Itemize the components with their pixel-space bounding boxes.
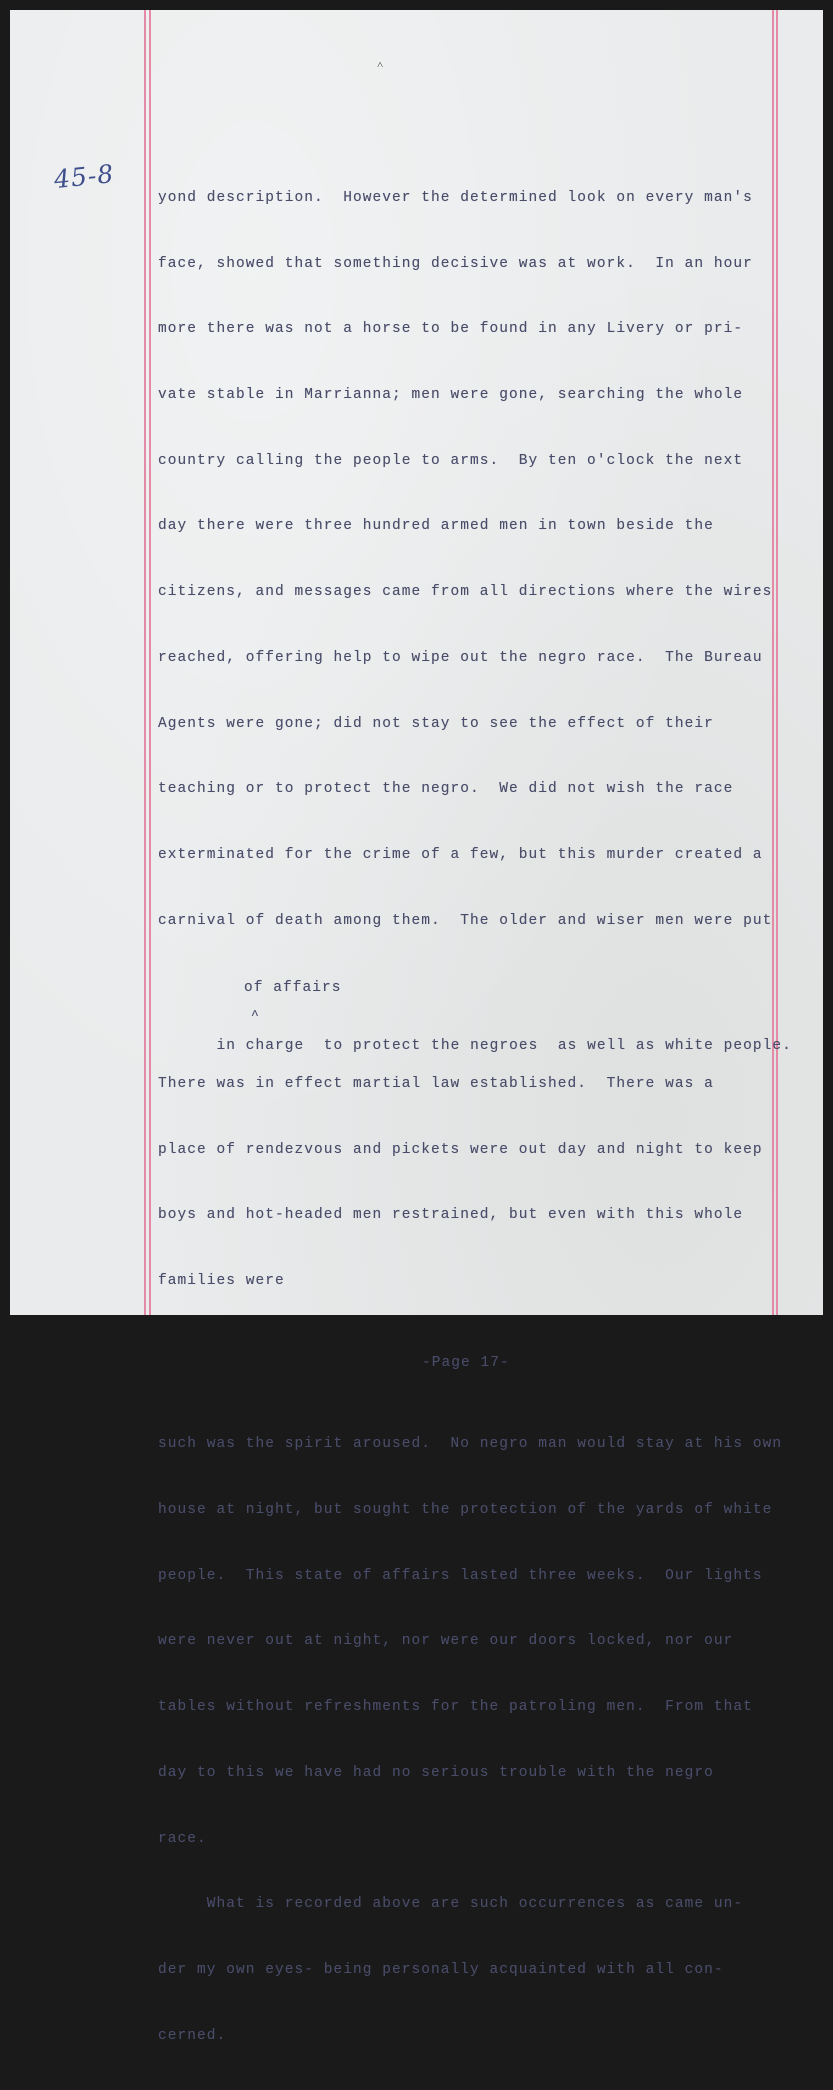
text-line: carnival of death among them. The older and wiser men were put (158, 912, 773, 929)
text-line: were never out at night, nor were our doors locked, nor our (158, 1633, 734, 1650)
text-line: race. (158, 1830, 207, 1847)
text-line: cerned. (158, 2027, 227, 2044)
text-line: people. This state of affairs lasted three weeks. Our lights (158, 1567, 763, 1584)
text-line: Agents were gone; did not stay to see the effect of their (158, 715, 714, 732)
text-line: boys and hot-headed men restrained, but even with this whole (158, 1207, 744, 1224)
typed-text-body (158, 155, 818, 2090)
text-line: tables without refreshments for the patroling men. From that (158, 1699, 753, 1716)
insertion-caret: ^ (251, 1008, 260, 1024)
text-line: exterminated for the crime of a few, but this murder created a (158, 846, 763, 863)
text-line: place of rendezvous and pickets were out day and night to keep (158, 1141, 763, 1158)
text-line: There was in effect martial law established. There was a (158, 1075, 714, 1092)
top-mark: ˄ (377, 58, 384, 71)
text-line: reached, offering help to wipe out the negro race. The Bureau (158, 649, 763, 666)
text-line: day to this we have had no serious trouble with the negro (158, 1764, 714, 1781)
text-line: country calling the people to arms. By ten o'clock the next (158, 452, 744, 469)
insert-line-after: to protect the negroes as well as white people. (323, 1038, 792, 1055)
text-line: vate stable in Marrianna; men were gone, searching the whole (158, 387, 744, 404)
text-line: citizens, and messages came from all directions where the wires (158, 584, 773, 601)
interlinear-insertion: of affairs (244, 980, 342, 997)
text-line: families were (158, 1273, 285, 1289)
text-line: yond description. However the determined look on every man's (158, 190, 753, 206)
text-line-with-insertion (158, 980, 818, 1055)
text-line: more there was not a horse to be found in any Livery or pri- (158, 321, 744, 338)
text-line: day there were three hundred armed men in town beside the (158, 518, 714, 535)
left-margin-rule (144, 10, 146, 1315)
text-line: such was the spirit aroused. No negro man would stay at his own (158, 1436, 783, 1453)
text-line: der my own eyes- being personally acquainted with all con- (158, 1961, 724, 1978)
text-line: What is recorded above are such occurrences as came un- (158, 1896, 744, 1913)
text-line: house at night, but sought the protection of the yards of white (158, 1502, 773, 1519)
document-page (10, 10, 823, 2044)
left-margin-rule-inner (149, 10, 151, 1315)
page-number-label: -Page 17- (422, 1354, 510, 1371)
text-line: teaching or to protect the negro. We did not wish the race (158, 781, 734, 798)
insert-line-before: in charge (216, 1038, 305, 1055)
folio-number: 45-8 (52, 158, 116, 195)
text-line: face, showed that something decisive was at work. In an hour (158, 255, 753, 272)
